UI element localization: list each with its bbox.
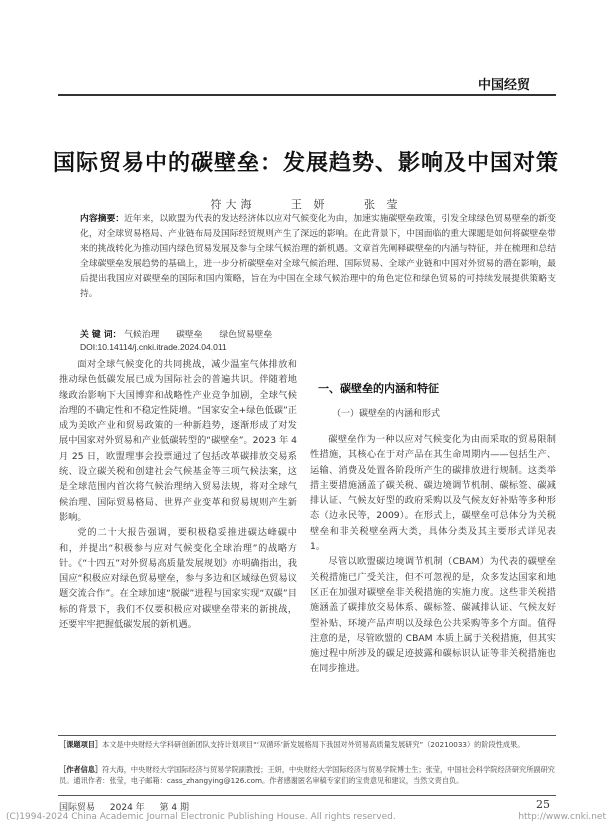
- footer-rule: [58, 795, 556, 796]
- page-number: 25: [536, 798, 550, 811]
- keyword: 碳壁垒: [176, 330, 203, 340]
- footnote-text: 本文是中央财经大学科研创新团队支持计划项目“‘双循环’新发展格局下我国对外贸易高质量发展研究”（20210033）的阶段性成果。: [102, 740, 525, 749]
- article-title: 国际贸易中的碳壁垒：发展趋势、影响及中国对策: [52, 151, 559, 176]
- journal-name: 国际贸易: [59, 803, 96, 813]
- left-column: [59, 357, 297, 632]
- footnote-label: ［课题项目］: [59, 740, 103, 749]
- author-name: 张 莹: [364, 198, 402, 211]
- journal-issue: 第 4 期: [159, 803, 189, 813]
- header-rule: [58, 94, 556, 96]
- footnote-label: ［作者信息］: [59, 765, 103, 774]
- body-paragraph: 党的二十大报告强调，要积极稳妥推进碳达峰碳中和，并提出“积极参与应对气候变化全球治理”的战略方针。《“十四五”对外贸易高质量发展规划》亦明确指出，我国应“积极应对绿色贸易壁垒，参与多边和区域绿色贸易议题交流合作”。在全球加速“脱碳”进程与国家实现“双碳”目标的背景下，我们不仅要积极应对碳壁垒带来的新挑战，还要牢牢把握低碳发展的新机遇。: [59, 527, 297, 631]
- footnote-rule: [58, 735, 556, 736]
- subsection-heading: （一）碳壁垒的内涵和形式: [332, 409, 441, 419]
- author-list: [0, 196, 612, 212]
- section-heading: 一、碳壁垒的内涵和特征: [318, 382, 439, 395]
- footnote-fund: [59, 739, 556, 750]
- section-label: 中国经贸: [478, 78, 531, 93]
- abstract: [80, 212, 556, 302]
- copyright-watermark: (C)1994-2024 China Academic Journal Electronic Publishing House. All rights reserved.: [6, 812, 396, 822]
- keywords-label: 关 键 词：: [80, 330, 122, 340]
- keyword: 气候治理: [124, 330, 160, 340]
- body-paragraph: 碳壁垒作为一种以应对气候变化为由而采取的贸易限制性措施，其核心在于对产品在其生命周期内——包括生产、运输、消费及处置各阶段所产生的碳排放进行规制。这类举措主要措施涵盖了碳关税、碳边境调节机制、碳标签、碳减排认证、气候友好型的政府采购以及气候友好补贴等多种形态（边永民等，2009）。在形式上，碳壁垒可总体分为关税壁垒和非关税壁垒两大类，具体分类及其主要形式详见表 1。: [310, 434, 556, 553]
- journal-year: 2024 年: [109, 803, 145, 813]
- right-column: [310, 432, 556, 677]
- body-paragraph: 尽管以欧盟碳边境调节机制（CBAM）为代表的碳壁垒关税措施已广受关注，但不可忽视的是，众多发达国家和地区正在加强对碳壁垒非关税措施的实施力度。这些非关税措施涵盖了碳排放交易体系、碳标签、碳减排认证、气候友好型补贴、环境产品声明以及绿色公共采购等多个方面。值得注意的是，尽管欧盟的 CBAM 本质上属于关税措施，但其实施过程中所涉及的碳足迹披露和碳标识认证等非关税措施也在同步推进。: [310, 556, 556, 675]
- footnote-text: 符大海，中央财经大学国际经济与贸易学院副教授；王妍，中央财经大学国际经济与贸易学院博士生；张莹，中国社会科学院经济研究所副研究员。通讯作者：张莹，电子邮箱：cass_zhangying@126.com。作者感谢匿名审稿专家们的宝贵意见和建议，当然文责自负。: [59, 765, 555, 785]
- footnote-author: [59, 764, 556, 786]
- doi: DOI:10.14114/j.cnki.itrade.2024.04.011: [80, 342, 227, 352]
- author-name: 符大海: [210, 198, 256, 211]
- keyword: 绿色贸易壁垒: [219, 330, 273, 340]
- watermark: [6, 812, 606, 822]
- abstract-text: 近年来，以欧盟为代表的发达经济体以应对气候变化为由，加速实施碳壁垒政策，引发全球绿色贸易壁垒的新变化，对全球贸易格局、产业链布局及国际经贸规则产生了深远的影响。在此背景下，中国面临的重大课题是如何将碳壁垒带来的挑战转化为推动国内绿色贸易发展及参与全球气候治理的新机遇。文章首先阐释碳壁垒的内涵与特征，并在梳理和总结全球碳壁垒发展趋势的基础上，进一步分析碳壁垒对全球气候治理、国际贸易、全球产业链和中国对外贸易的潜在影响，最后提出我国应对碳壁垒的国际和国内策略，旨在为中国在全球气候治理中的角色定位和绿色贸易的可持续发展提供策略支持。: [80, 214, 556, 299]
- abstract-label: 内容摘要：: [80, 214, 125, 224]
- body-paragraph: 面对全球气候变化的共同挑战，减少温室气体排放和推动绿色低碳发展已成为国际社会的普遍共识。伴随着地缘政治影响下大国博弈和战略性产业竞争加剧，全球气候治理的不确定性和不稳定性陡增。“国家安全+绿色低碳”正成为美欧产业和贸易政策的一种新趋势，逐渐形成了对发展中国家对外贸易和产业低碳转型的“碳壁垒”。2023 年 4 月 25 日，欧盟理事会投票通过了包括改革碳排放交易系统、设立碳关税和创建社会气候基金等三项气候法案，这是全球范围内首次将气候治理纳入贸易法规，将对全球气候治理、国际贸易格局、世界产业变革和贸易规则产生新影响。: [59, 359, 297, 523]
- cnki-url-watermark: http://www.cnki.net: [518, 812, 606, 822]
- keywords: [80, 327, 556, 340]
- author-name: 王 妍: [291, 198, 329, 211]
